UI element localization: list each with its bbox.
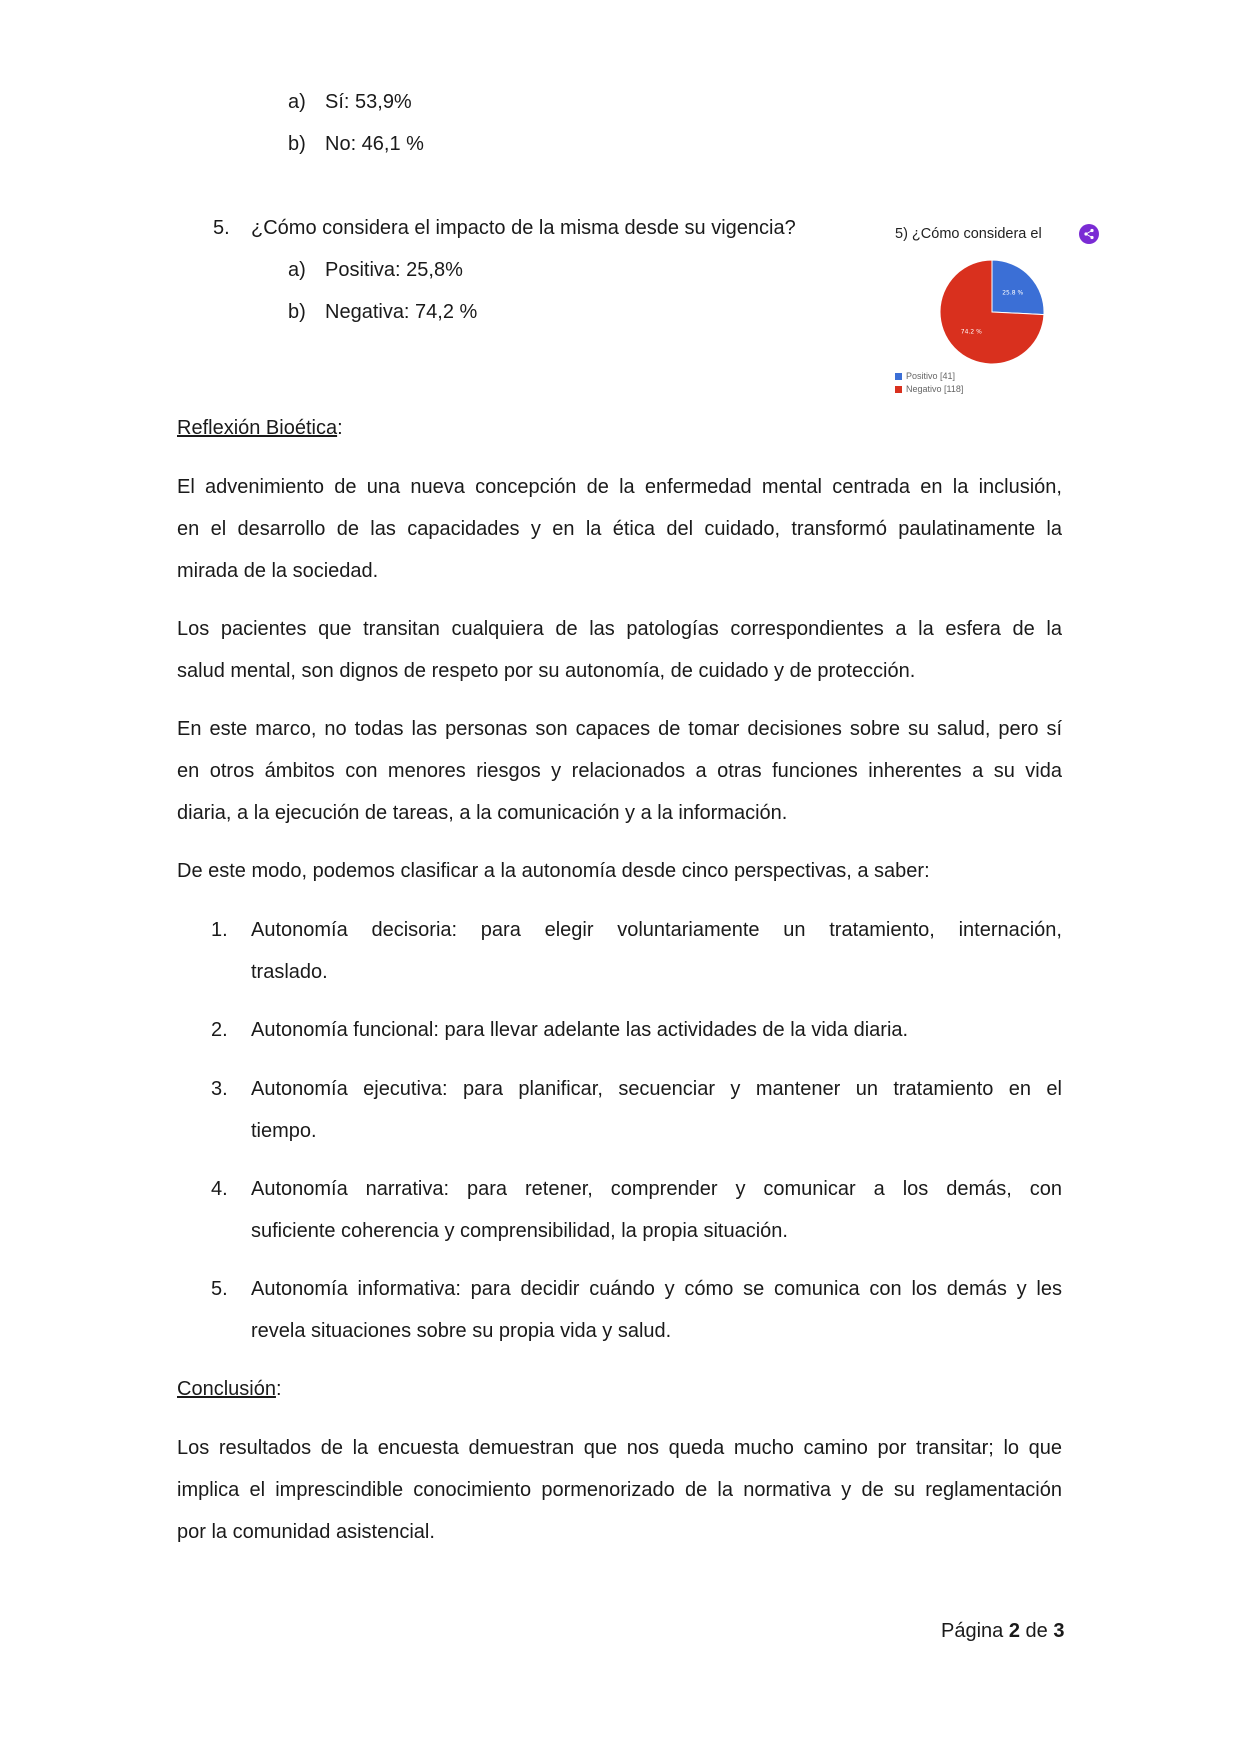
list-item-line: revela situaciones sobre su propia vida y salud.	[251, 1320, 672, 1342]
q5-question: ¿Cómo considera el impacto de la misma desde su vigencia?	[251, 217, 796, 239]
list-item-number: 4.	[211, 1178, 228, 1200]
legend-swatch-negativo	[895, 386, 902, 393]
paragraph-line: Los pacientes que transitan cualquiera de las patologías correspondientes a la esfera de la	[177, 618, 1062, 640]
paragraph-line: mirada de la sociedad.	[177, 560, 379, 582]
q5-answer-b-letter: b)	[288, 301, 306, 323]
chart-legend	[895, 370, 963, 396]
paragraph-2	[177, 608, 1062, 692]
paragraph-4	[177, 850, 1062, 892]
list-item-line: traslado.	[251, 961, 328, 983]
legend-label-positivo: Positivo [41]	[906, 371, 956, 381]
share-icon	[1083, 228, 1095, 240]
list-item-line: Autonomía ejecutiva: para planificar, secuenciar y mantener un tratamiento en el	[251, 1078, 1062, 1100]
section-heading-conclusion-text: Conclusión	[177, 1378, 276, 1400]
section-heading-conclusion	[177, 1368, 282, 1410]
list-item-line: Autonomía funcional: para llevar adelante las actividades de la vida diaria.	[251, 1019, 909, 1041]
list-item-line: suficiente coherencia y comprensibilidad, la propia situación.	[251, 1220, 788, 1242]
legend-item-negativo	[895, 383, 963, 396]
paragraph-line: salud mental, son dignos de respeto por su autonomía, de cuidado y de protección.	[177, 660, 916, 682]
page-footer	[941, 1616, 1064, 1646]
section-heading-reflexion-text: Reflexión Bioética	[177, 417, 338, 439]
q5-answer-a-letter: a)	[288, 259, 306, 281]
paragraph-line: El advenimiento de una nueva concepción de la enfermedad mental centrada en la inclusión,	[177, 476, 1062, 498]
paragraph-line: De este modo, podemos clasificar a la autonomía desde cinco perspectivas, a saber:	[177, 860, 930, 882]
list-item-line: Autonomía narrativa: para retener, comprender y comunicar a los demás, con	[251, 1178, 1062, 1200]
paragraph-line: Los resultados de la encuesta demuestran que nos queda mucho camino por transitar; lo que	[177, 1437, 1062, 1459]
q4-answer-a-text: Sí: 53,9%	[325, 91, 412, 113]
paragraph-3	[177, 708, 1062, 834]
list-item-text	[251, 1168, 1062, 1252]
paragraph-line: diaria, a la ejecución de tareas, a la comunicación y a la información.	[177, 802, 788, 824]
list-item-text	[251, 1068, 1062, 1152]
q5-answer-a-text: Positiva: 25,8%	[325, 259, 463, 281]
list-item-number: 5.	[211, 1278, 228, 1300]
legend-label-negativo: Negativo [118]	[906, 384, 964, 394]
paragraph-line: por la comunidad asistencial.	[177, 1521, 435, 1543]
list-item-text	[251, 1009, 1062, 1051]
pie-slice-0	[992, 260, 1044, 315]
list-item-number: 2.	[211, 1019, 228, 1041]
list-item-line: tiempo.	[251, 1120, 317, 1142]
share-button[interactable]	[1079, 224, 1099, 244]
q5-answer-b-text: Negativa: 74,2 %	[325, 301, 478, 323]
q5-number: 5.	[213, 217, 230, 239]
chart-title: 5) ¿Cómo considera el	[895, 226, 1042, 242]
pie-slice-label-1: 74.2 %	[960, 328, 982, 336]
footer-current-page: 2	[1008, 1620, 1020, 1642]
list-item-text	[251, 909, 1062, 993]
q4-answer-b-letter: b)	[288, 133, 306, 155]
conclusion-paragraph	[177, 1427, 1062, 1553]
paragraph-line: en otros ámbitos con menores riesgos y relacionados a otras funciones inherentes a su vida	[177, 760, 1062, 782]
list-item-number: 3.	[211, 1078, 228, 1100]
section-heading-colon: :	[337, 417, 343, 439]
paragraph-line: En este marco, no todas las personas son capaces de tomar decisiones sobre su salud, pero sí	[177, 718, 1062, 740]
section-heading-colon: :	[275, 1378, 282, 1400]
q4-answer-a-letter: a)	[288, 91, 306, 113]
legend-item-positivo	[895, 370, 963, 383]
list-item-text	[251, 1268, 1062, 1352]
paragraph-line: en el desarrollo de las capacidades y en la ética del cuidado, transformó paulatinamente la	[177, 518, 1062, 540]
footer-middle: de	[1019, 1620, 1054, 1642]
paragraph-1	[177, 466, 1062, 592]
q4-answer-b-text: No: 46,1 %	[325, 133, 424, 155]
legend-swatch-positivo	[895, 373, 902, 380]
section-heading-reflexion	[177, 407, 343, 449]
pie-slice-label-0: 25.8 %	[1002, 289, 1024, 297]
list-item-line: Autonomía informativa: para decidir cuándo y cómo se comunica con los demás y les	[251, 1278, 1062, 1300]
footer-total-pages: 3	[1053, 1620, 1065, 1642]
paragraph-line: implica el imprescindible conocimiento pormenorizado de la normativa y de su reglamentación	[177, 1479, 1062, 1501]
list-item-line: Autonomía decisoria: para elegir voluntariamente un tratamiento, internación,	[251, 919, 1062, 941]
list-item-number: 1.	[211, 919, 228, 941]
footer-prefix: Página	[941, 1620, 1009, 1642]
